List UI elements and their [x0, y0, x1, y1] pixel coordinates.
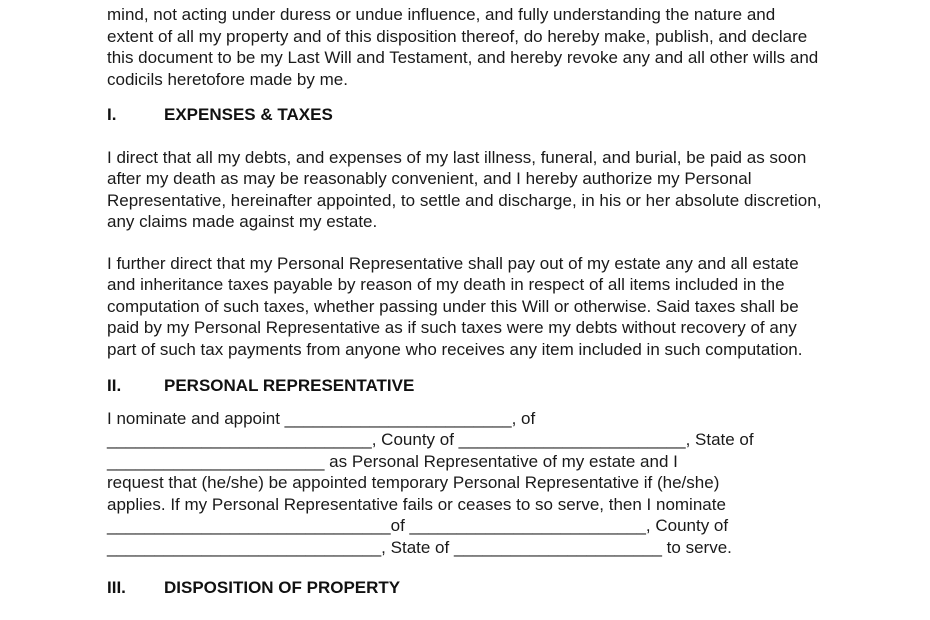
section-heading-disposition-of-property [107, 577, 823, 599]
form-line-alternate-state: _____________________________, State of ______________________ to serve. [107, 537, 732, 557]
paragraph-nomination [107, 408, 823, 559]
form-line-request: request that (he/she) be appointed temporary Personal Representative if (he/she) [107, 473, 720, 492]
form-line-appoint: I nominate and appoint ________________________, of [107, 408, 536, 428]
form-line-alternate-county: ______________________________of _________________________, County of [107, 516, 729, 535]
section-title: EXPENSES & TAXES [164, 105, 333, 124]
section-heading-expenses-taxes [107, 104, 823, 126]
form-line-as-representative: _______________________ as Personal Representative of my estate and I [107, 451, 678, 471]
section-heading-personal-representative [107, 375, 823, 397]
paragraph-debts-expenses: I direct that all my debts, and expenses of my last illness, funeral, and burial, be paid as soon after my death as may be reasonably convenient, and I hereby authorize my Personal Representative, hereinafter appointed, to settle and discharge, in his or her absolute discretion, any claims made against my estate. [107, 147, 822, 231]
section-number: III. [107, 578, 126, 597]
section-number: II. [107, 376, 122, 395]
section-number: I. [107, 105, 117, 124]
section-title: DISPOSITION OF PROPERTY [164, 578, 401, 597]
form-line-county-state: ____________________________, County of ________________________, State of [107, 430, 754, 449]
document-content [107, 0, 823, 599]
section-title: PERSONAL REPRESENTATIVE [164, 376, 415, 395]
intro-paragraph: mind, not acting under duress or undue influence, and fully understanding the nature and extent of all my property and of this disposition thereof, do hereby make, publish, and declare this document to be my Last Will and Testament, and hereby revoke any and all other wills and codicils heretofore made by me. [107, 5, 819, 89]
form-line-applies: applies. If my Personal Representative fails or ceases to so serve, then I nominate [107, 494, 726, 514]
paragraph-estate-taxes: I further direct that my Personal Representative shall pay out of my estate any and all estate and inheritance taxes payable by reason of my death in respect of all items included in the computation of such taxes, whether passing under this Will or otherwise. Said taxes shall be paid by my Personal Representative as if such taxes were my debts without recovery of any part of such tax payments from anyone who receives any item included in such computation. [107, 253, 803, 359]
